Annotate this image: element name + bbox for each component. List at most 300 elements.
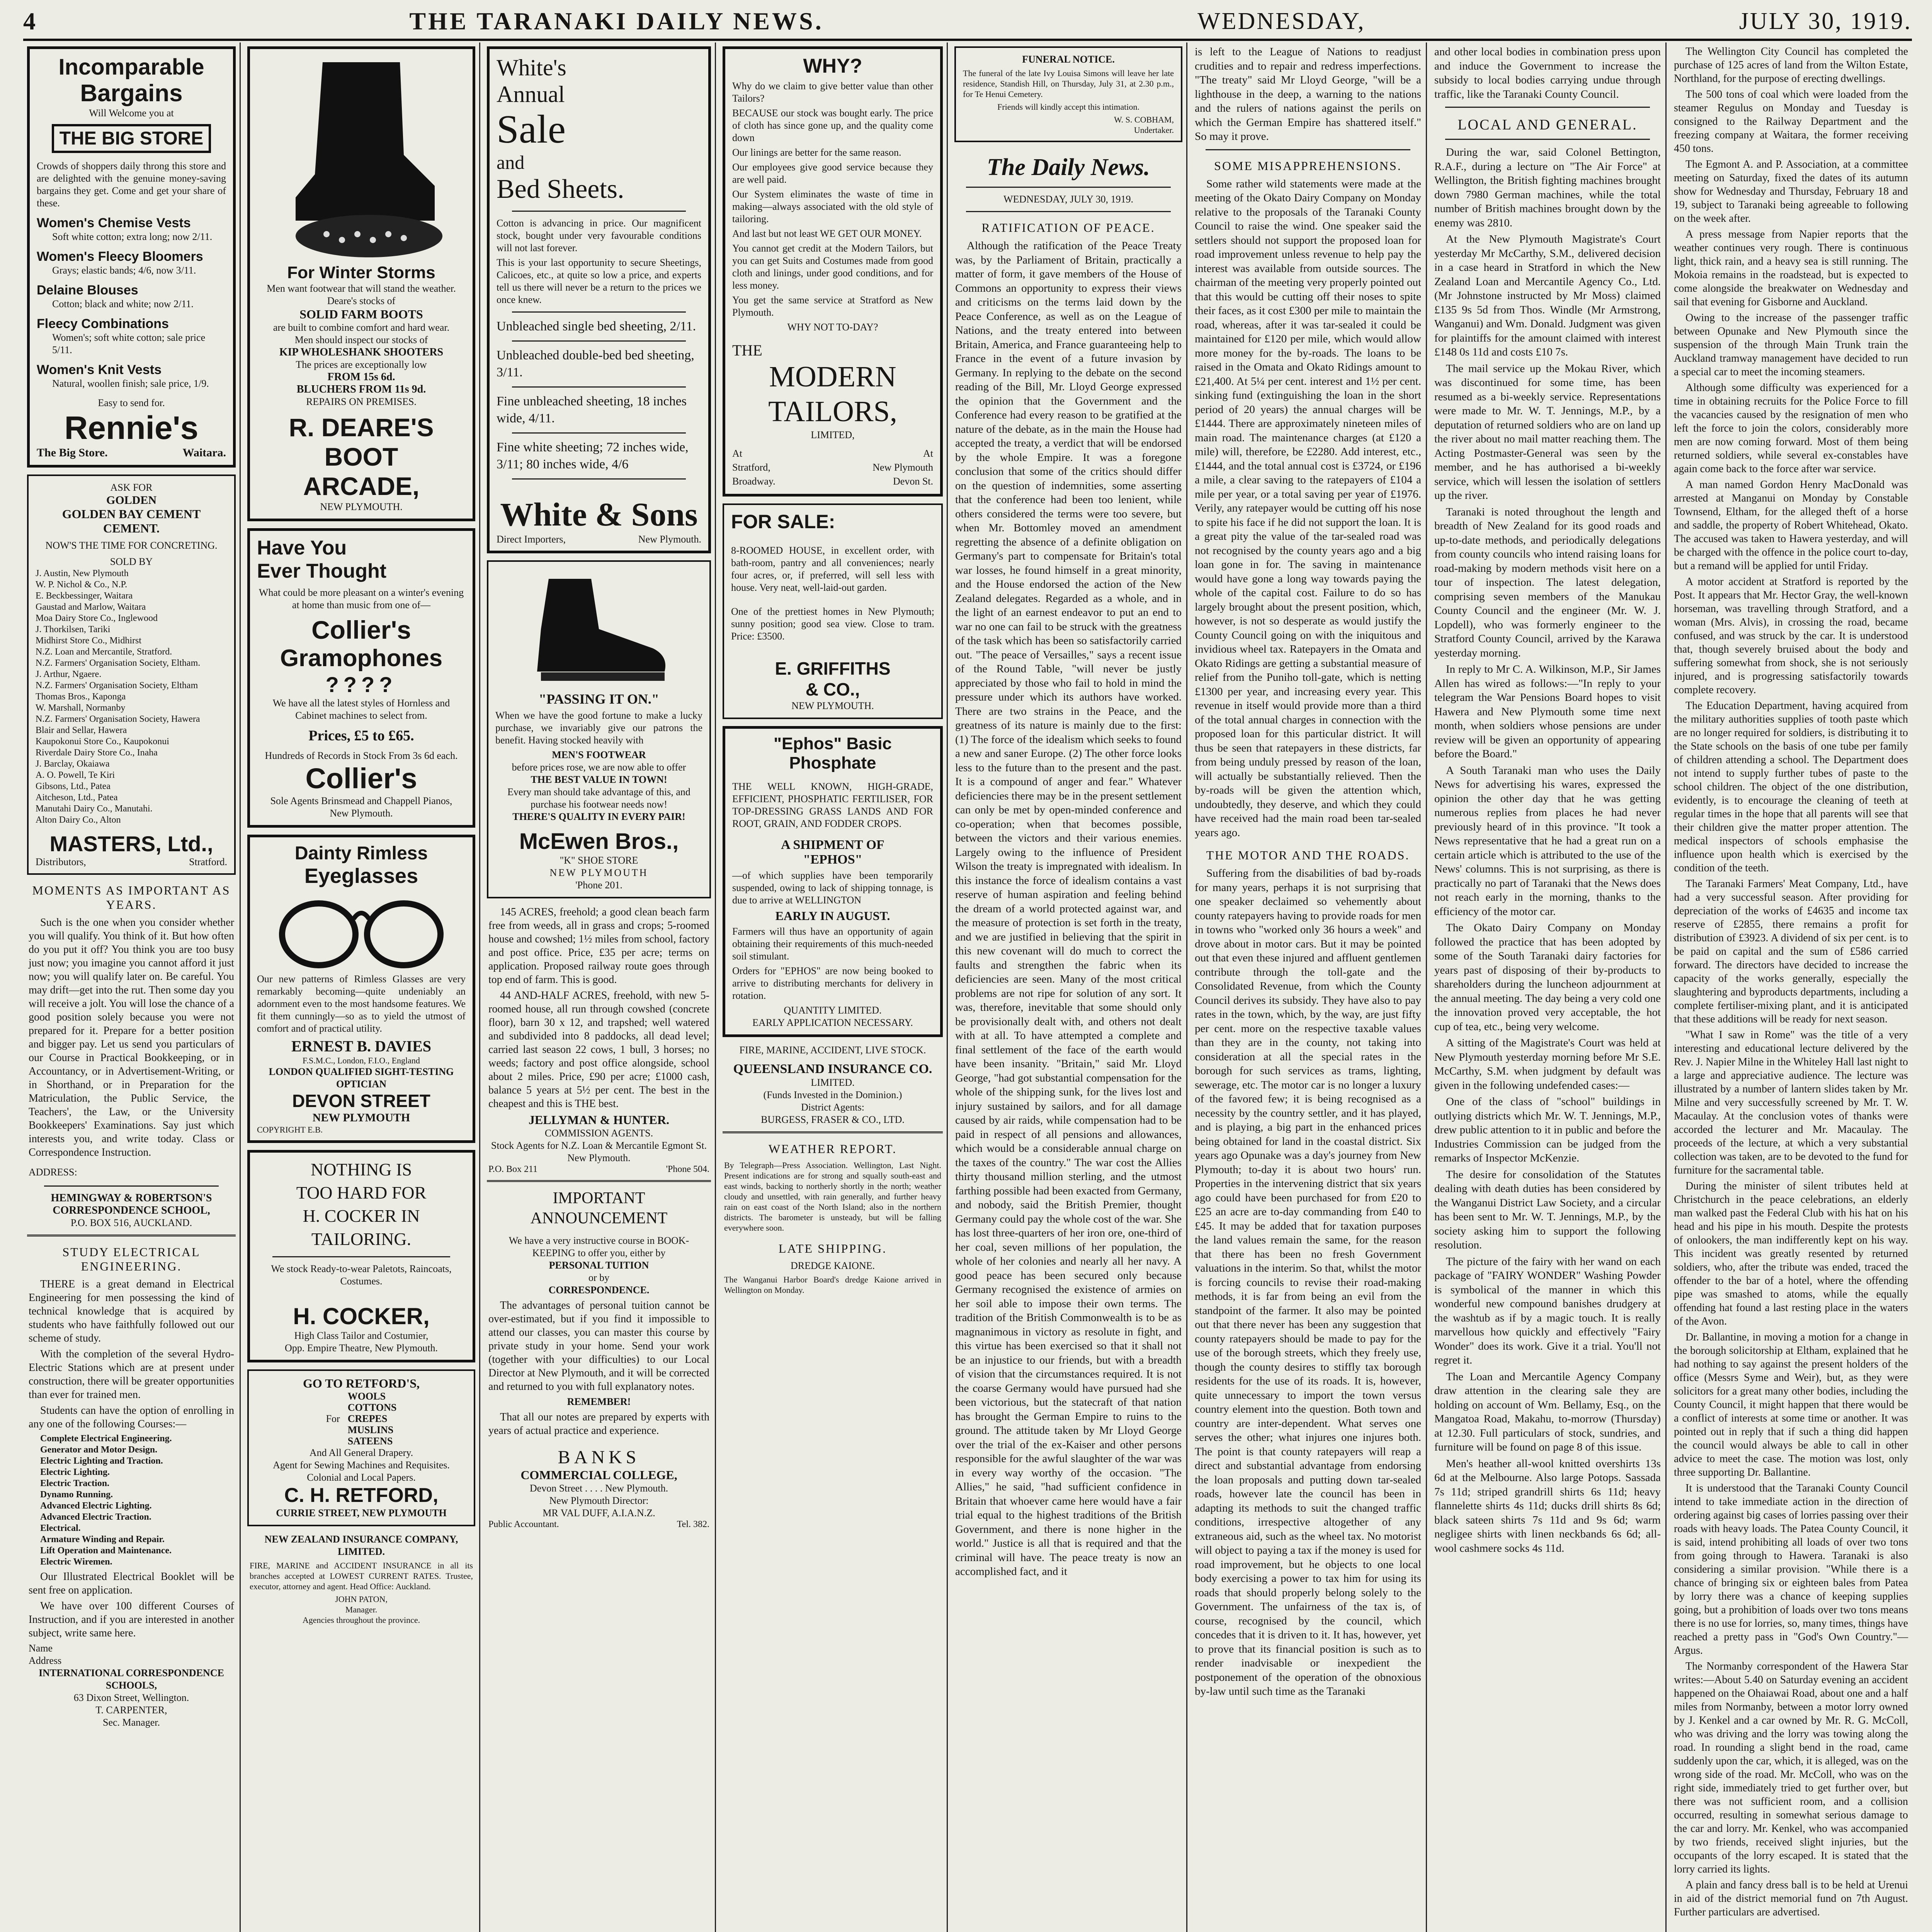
shop-town: New Plymouth.	[638, 534, 701, 545]
ad-body: Cotton is advancing in price. Our magnificent stock, bought under very favourable conditions will not last forever.	[497, 218, 701, 253]
ad-title-2: TOO HARD FOR	[296, 1183, 427, 1202]
ad-line: BLUCHERS FROM 11s 9d.	[296, 383, 426, 395]
ad-line: District Agents:	[801, 1102, 864, 1113]
optician-town: NEW PLYMOUTH	[312, 1111, 410, 1124]
ad-body: That all our notes are prepared by experts with years of actual practice and experience.	[488, 1411, 709, 1437]
news-paragraph: The desire for consolidation of the Statutes dealing with death duties has been considered by the Wanganui District Law Society, and a circular has been sent to Mr. W. T. Jennings, M.P., by the society asking him to support the following resolution.	[1434, 1168, 1661, 1251]
ad-line: or by	[588, 1272, 610, 1283]
optician-name: ERNEST B. DAVIES	[291, 1037, 431, 1055]
agent-name: E. GRIFFITHS	[775, 658, 891, 679]
seller-item: Gibsons, Ltd., Patea	[36, 781, 111, 791]
ad-line: CORRESPONDENCE.	[548, 1284, 650, 1296]
shop-tagline: Direct Importers,	[497, 534, 566, 545]
ad-title-2: Annual	[497, 82, 565, 107]
ad-title: STUDY ELECTRICAL ENGINEERING.	[62, 1245, 201, 1273]
agent-box: P.O. Box 211	[488, 1164, 538, 1174]
mcewen-ad	[487, 560, 711, 898]
agent-town: NEW PLYMOUTH.	[791, 700, 874, 711]
column-6	[1190, 43, 1427, 1932]
news-paragraph: The picture of the fairy with her wand on each package of "FAIRY WONDER" Washing Powder is symbolical of the manner in which this wonderful new compound banishes drudgery at the washtub as if by a magic touch. It is really marvellous how quickly and effectively "Fairy Wonder" does its work. Give it a trial. You'll not regret it.	[1434, 1255, 1661, 1366]
course-item: Advanced Electric Traction.	[40, 1512, 151, 1522]
ad-title: NEW ZEALAND INSURANCE COMPANY, LIMITED.	[264, 1534, 458, 1557]
queensland-insurance-ad	[719, 1044, 947, 1126]
courses-list	[29, 1433, 234, 1568]
jellyman-ad	[483, 905, 715, 1175]
college-name: BANKS	[558, 1447, 640, 1468]
ad-line: SOLID FARM BOOTS	[299, 307, 423, 321]
ad-line: REPAIRS ON PREMISES.	[306, 396, 417, 407]
ad-line: Agent for Sewing Machines and Requisites.	[273, 1459, 450, 1471]
ad-title: WHY?	[803, 55, 862, 77]
director-name: MR VAL DUFF, A.I.A.N.Z.	[543, 1507, 655, 1519]
section-title: LATE SHIPPING.	[778, 1242, 887, 1255]
ad-body: Students can have the option of enrolling in any one of the following Courses:—	[29, 1405, 234, 1430]
loc-at: At	[732, 448, 742, 459]
undertaker-title: Undertaker.	[1134, 125, 1174, 135]
section-body: Some rather wild statements were made at the meeting of the Okato Dairy Company on Monday relative to the proposals of the Taranaki County Council to raise the wind. One speaker said the settlers should not support the proposed loan for road improvement unless revenue to help pay the interest was available from outside sources. The chairman of the meeting very properly pointed out that this would be cutting off their noses to spite their faces, as it cost £300 per mile to maintain the road, whereas, after it was tar-sealed it could be maintained for £120 per mile, which would allow more money for the by-roads. The loans to be raised in the Omata and Okato Ridings amount to £21,400. At 5¼ per cent. interest and 1½ per cent. sinking fund (extinguishing the loan in the short period of 20 years) the annual charges will be £1444. There are approximately nineteen miles of main road. The maintenance charges (at £120 a mile) will, therefore, be £2280. Add interest, etc., £1444, and the total annual cost is £3724, or £196 a mile, a clear saving to the ratepayers of £104 a mile per year, or a total saving per year of £1976. Verily, any ratepayer would be cutting off his nose to spite his face if he did not support the loan. It is a great pity the value of the tar-sealed road was not recognised by the county years ago and a big loan gone in for. The saving in maintenance would have gone a long way towards paying the whole of the capital cost. Failure to do so has largely brought about the present position, which, however, is not so desperate as would justify the County Council going on with the iniquitous and invidious wheel tax. Ratepayers in the Omata and Okato Ridings are getting a substantial measure of relief from the Puniho toll-gate, which is netting £1300 per year, and increasing every year. This revenue in itself would provide more than a third of the total annual charges in connection with the proposed loan for this particular district. It will thus be seen that ratepayers in these districts, far from being unduly pressed by reason of the loan, will actually be substantially relieved. Then the by-roads will be given the attention which, undoubtedly, they deserve, and which they could have received had the main road been tar-sealed years ago.	[1195, 177, 1421, 839]
college-phone: Tel. 382.	[677, 1519, 709, 1529]
store-tagline: The Big Store.	[37, 446, 108, 459]
land-listing: 145 ACRES, freehold; a good clean beach farm free from weeds, all in grass and crops; 5-roomed house and cowshed; 1½ miles from school, factory and post office. Price, £35 per acre; terms on application. Proposed railway route goes through top end of farm. This is good.	[488, 906, 709, 986]
ad-title: "PASSING IT ON."	[539, 691, 659, 707]
ad-line: are built to combine comfort and hard wear.	[273, 322, 450, 333]
ad-line: REMEMBER!	[567, 1396, 631, 1407]
course-item: Electrical.	[40, 1523, 81, 1533]
item-desc: Grays; elastic bands; 4/6, now 3/11.	[52, 265, 196, 276]
course-item: Dynamo Running.	[40, 1490, 113, 1500]
ad-line: THE BEST VALUE IN TOWN!	[531, 774, 667, 785]
seller-item: Blair and Sellar, Hawera	[36, 725, 127, 735]
section-body: By Telegraph—Press Association. Wellington, Last Night. Present indications are for strong and squally south-east and east winds, backing to northerly shortly in the north; weather cloudy and unsettled, with rain generally, and further heavy rain on east coast of the North Island; also in the northern districts. The barometer is unsteady, but will be falling everywhere soon.	[724, 1160, 941, 1233]
goods-item: CREPES	[347, 1413, 388, 1424]
loc-town: Stratford,	[732, 462, 770, 473]
section-title: WEATHER REPORT.	[768, 1142, 897, 1156]
news-paragraph: The Normanby correspondent of the Hawera Star writes:—About 5.40 on Saturday evening an accident happened on the Ohaiawai Road, about one and a half miles from Normanby, between a motor lorry owned by J. Kenkel and a car owned by Mr. R. G. McColl, who was driving and the lorry was towing along the road. In rounding a slight bend in the road, came suddenly upon the car, which, it is alleged, was on the wrong side of the road. Mr. McColl, who was on the right side, immediately tried to get further over, but there was not sufficient room, and a collision occurred, resulting in somewhat serious damage to the car and lorry. Mr. Kenkel, who was accompanied by two friends, received slight injuries, but the occupants of the lorry escaped. It is stated that the lorry carried its lights.	[1674, 1660, 1908, 1875]
news-paragraph: A sitting of the Magistrate's Court was held at New Plymouth yesterday morning before Mr S.E. McCarthy, S.M. when judgment by default was given in the following undefended cases:—	[1434, 1037, 1661, 1092]
listing: One of the prettiest homes in New Plymouth; sunny position; good sea view. Close to tram. Price: £3500.	[731, 606, 934, 642]
sale-item: Fine white sheeting; 72 inches wide, 3/11; 80 inches wide, 4/6	[497, 440, 689, 471]
big-store-ad	[27, 46, 236, 468]
seller-item: A. O. Powell, Te Kiri	[36, 770, 115, 780]
shop-name: R. DEARE'S	[289, 413, 434, 442]
seller-item: N.Z. Farmers' Organisation Society, Eltham	[36, 680, 198, 690]
ephos-ad	[723, 726, 943, 1037]
manager-title: Sec. Manager.	[102, 1717, 160, 1728]
ad-line: (Funds Invested in the Dominion.)	[763, 1089, 902, 1100]
item-name: Women's Chemise Vests	[37, 216, 191, 230]
ad-title: FOR SALE:	[731, 511, 835, 532]
shop-name-2: BOOT	[324, 442, 398, 471]
column-3	[483, 43, 716, 1932]
ad-body: You cannot get credit at the Modern Tailors, but you can get Suits and Costumes made from good cloth and linings, under good conditions, and for less money.	[732, 243, 933, 291]
ad-body: Every man should take advantage of this, and purchase his footwear needs now!	[507, 786, 690, 810]
seller-item: Aitcheson, Ltd., Patea	[36, 793, 118, 803]
shop-name-2: TAILORS,	[768, 395, 897, 428]
agent-address: Stock Agents for N.Z. Loan & Mercantile Egmont St. New Plymouth.	[491, 1140, 707, 1163]
shop-street: CURRIE STREET, NEW PLYMOUTH	[276, 1507, 447, 1519]
ad-word: THE	[732, 342, 762, 359]
ad-body: THE WELL KNOWN, HIGH-GRADE, EFFICIENT, PHOSPHATIC FERTILISER, FOR TOP-DRESSING GRASS LANDS AND FOR ROOT, GRAIN, AND FODDER CROPS.	[732, 781, 933, 829]
optician-desc: LONDON QUALIFIED SIGHT-TESTING OPTICIAN	[269, 1066, 454, 1090]
sold-by-label: SOLD BY	[110, 556, 153, 567]
manager-name: T. CARPENTER,	[95, 1704, 167, 1716]
news-items-list	[1669, 45, 1913, 1919]
eyeglasses-ad	[247, 835, 475, 1143]
column-4	[719, 43, 948, 1932]
ad-line: The prices are exceptionally low	[296, 359, 427, 370]
item-name: Women's Fleecy Bloomers	[37, 249, 203, 264]
tailor-address: Opp. Empire Theatre, New Plymouth.	[285, 1342, 438, 1354]
shop-town: NEW PLYMOUTH.	[320, 501, 403, 512]
seller-item: E. Beckbessinger, Waitara	[36, 591, 133, 601]
ad-title-2: Eyeglasses	[304, 864, 418, 888]
sale-item: Fine unbleached sheeting, 18 inches wide, 4/11.	[497, 394, 687, 425]
news-paragraph: The 500 tons of coal which were loaded from the steamer Regulus on Monday and Tuesday is consigned to the Railway Department and the freezing company at Waitara, the former receiving 450 tons.	[1674, 88, 1908, 155]
seller-item: W. P. Nichol & Co., N.P.	[36, 580, 128, 590]
ad-line: MEN'S FOOTWEAR	[552, 749, 646, 760]
course-item: Advanced Electric Lighting.	[40, 1501, 152, 1511]
ad-line: Colonial and Local Papers.	[307, 1472, 416, 1483]
address-label: ADDRESS:	[29, 1167, 77, 1178]
column-1	[23, 43, 241, 1932]
seller-item: N.Z. Farmers' Organisation Society, Hawera	[36, 714, 200, 724]
ad-body: Our Illustrated Electrical Booklet will be sent free on application.	[29, 1571, 234, 1596]
seller-item: J. Barclay, Okaiawa	[36, 759, 110, 769]
notice-body: Friends will kindly accept this intimation.	[997, 102, 1139, 112]
issue-date: JULY 30, 1919.	[1739, 8, 1912, 34]
brand-name: Collier's	[311, 616, 411, 644]
news-paragraph: Dr. Ballantine, in moving a motion for a change in the borough solicitorship at Eltham, explained that he had nothing to say against the present holders of the office (Messrs Syme and Weir), but, as they were solicitors for a great many other bodies, including the County Council, it might happen that there would be a conflict of interests at some time or another. It was pointed out in reply that if such a thing did happen the council would always be able to call in other advice to meet the case. The motion was lost, only three supporting Dr. Ballantine.	[1674, 1331, 1908, 1478]
ad-title-3: Sale	[497, 107, 566, 151]
ad-intro: Crowds of shoppers daily throng this store and are delighted with the genuine money-saving bargains they get. Come and get your share of these.	[37, 160, 226, 209]
product-name: Gramophones	[280, 645, 443, 672]
news-paragraph: During the war, said Colonel Bettington, R.A.F., during a lecture on "The Air Force" at Wellington, the British fighting machines brought down 7980 German machines, while the total number of British machines brought down by the enemy was 2810.	[1434, 146, 1661, 229]
item-name: Women's Knit Vests	[37, 362, 162, 377]
item-desc: Soft white cotton; extra long; now 2/11.	[52, 231, 213, 242]
seller-item: J. Arthur, Ngaere.	[36, 669, 102, 679]
product-name-2: CEMENT.	[103, 521, 160, 535]
ad-body: The advantages of personal tuition cannot be over-estimated, but if you find it impossible to attend our classes, you can master this course by private study in your home. Send your work (together with your difficulties) to our Local Director at New Plymouth, and it will be corrected and returned to you with full explanatory notes.	[488, 1299, 709, 1393]
news-paragraph: A press message from Napier reports that the weather continues very rough. There is continuous light, thick rain, and a heavy sea is still running. The Mokoia remains in the roadstead, but is expected to come alongside the breakwater on Wednesday and sail that evening for Gisborne and Auckland.	[1674, 228, 1908, 308]
ad-line: Deare's stocks of	[327, 295, 396, 306]
editorial-masthead: The Daily News.	[987, 154, 1150, 180]
news-paragraph: During the minister of silent tributes held at Christchurch in the peace celebrations, an elderly man walked past the Federal Club with his hat on his head and his pipe in his mouth. Despite the protests of onlookers, the man indifferently kept on his way. This incident was greatly resented by returned soldiers, who, after the tribute was ended, traced the offender to the bar of a hotel, where the offending pipe was smashed to atoms, while the equally offending hat found a last resting place in the waters of the Avon.	[1674, 1180, 1908, 1327]
ad-title: NOTHING IS	[311, 1160, 412, 1179]
shop-desc: "K" SHOE STORE	[560, 855, 638, 866]
agent-phone: 'Phone 504.	[666, 1164, 709, 1174]
weather-report	[719, 1142, 947, 1295]
school-address: P.O. BOX 516, AUCKLAND.	[70, 1217, 192, 1228]
shop-name: C. H. RETFORD,	[284, 1484, 439, 1507]
ad-body: BECAUSE our stock was bought early. The price of cloth has since gone up, and the quality come down	[732, 107, 933, 143]
ad-body: THERE is a great demand in Electrical Engineering for men possessing the kind of technical knowledge that is acquired by students who have faithfully followed out our scheme of study.	[29, 1278, 234, 1344]
loc-street: Broadway.	[732, 476, 776, 487]
ad-title: IMPORTANT ANNOUNCEMENT	[530, 1189, 668, 1227]
ship-name: DREDGE KAIONE.	[790, 1260, 875, 1271]
ad-line: KIP WHOLESHANK SHOOTERS	[279, 346, 444, 358]
goods-item: MUSLINS	[347, 1424, 394, 1435]
golden-bay-cement-ad	[27, 474, 236, 875]
course-item: Electric Wiremen.	[40, 1557, 112, 1567]
news-paragraph: The Okato Dairy Company on Monday followed the practice that has been adopted by some of the South Taranaki dairy factories for years past of disposing of their by-products to shareholders during the luncheon adjournment at the annual meeting. The day being a very cold one the innovation proved very acceptable, the hot cup of tea, etc., being very welcome.	[1434, 922, 1661, 1033]
news-paragraph: A man named Gordon Henry MacDonald was arrested at Manganui on Monday by Constable Townsend, Eltham, for the alleged theft of a horse and saddle, the property of Robert Whitehead, Okato. The accused was taken to Hawera yesterday, and will be charged with the offence in the police court to-day, but a remand will be applied for until Friday.	[1674, 479, 1908, 572]
notice-title: FUNERAL NOTICE.	[1022, 54, 1115, 65]
item-desc: Women's; soft white cotton; sale price 5/11.	[52, 332, 206, 355]
news-paragraph: In reply to Mr C. A. Wilkinson, M.P., Sir James Allen has wired as follows:—"In reply to your telegram the War Pensions Board hopes to visit Hawera and New Plymouth some time next month, when soldiers whose pensions are under review will be given an opportunity of appearing before the Board."	[1434, 663, 1661, 760]
ad-subtitle: Will Welcome you at	[89, 107, 174, 119]
loc-at: At	[923, 448, 933, 459]
weekday: WEDNESDAY,	[1197, 8, 1366, 34]
ad-title: Dainty Rimless	[294, 843, 428, 864]
section-body: Suffering from the disabilities of bad by-roads for many years, perhaps it is not surprising that one speaker declaimed so vehemently about county ratepayers having to provide roads for men in towns who "worked only 36 hours a week" and drove about in motor cars. But it may be pointed out that even these injured and affluent gentlemen contribute through the toll-gate and the Consolidated Revenue, from which the County Council derives its subsidy. They have also to pay rates in the town, which, by the way, are just fifty per cent. more on the respective taxable values than they are in the county, not taking into consideration at all the special rates in the borough for such services as trams, lighting, sewerage, etc. The motor car is no longer a luxury of the favored few; it is being recognised as a necessity by the country settler, and it has played, and is playing, a big part in the enhanced prices being obtained for land in the coastal district. Six years ago Opunake was a day's journey from New Plymouth; to-day it is about two hours' run. Properties in the intervening district that six years ago could have been purchased for from £20 to £25 an acre are to-day commanding from £40 to £45. It may be added that for taxation purposes the land values remain the same, for the reason that there has been no fresh Government valuations in the interim. So that, whilst the motor is forcing councils to revise their road-making methods, it is far from being an evil from the standpoint of the farmer. It also may be pointed out that there never has been any suggestion that county ratepayers should be made to pay for the use of the borough streets, which they freely use, though the county desires to stiffly tax borough residents for the use of its roads. It is, however, quite unnecessary to import the town versus country element into the question. Both town and country are inter-dependent. What serves one serves the other; what injures one injures both. The point is that county ratepayers will reap a direct and substantial advantage from endorsing the loan proposals and putting down tar-sealed roads, however late the council has been in adapting its methods to suit the changed traffic conditions, irrespective altogether of any extraneous aid, such as the wheel tax. No motorist will object to paying a tax if the money is used for road improvement, but he objects to one local body exercising a power to tax him for using its roads that should properly belong solely to the Government. The unfairness of the tax is, of course, recognised by the council, which concedes that it is driven to it. It has, however, yet to prove that its financial position is such as to render inadvisable or inexpedient the postponement of the operation of the obnoxious by-law until such time as the Taranaki	[1195, 867, 1421, 1697]
nz-insurance-ad	[243, 1533, 479, 1625]
ad-title-2: Ever Thought	[257, 560, 387, 582]
shoe-icon	[526, 571, 672, 687]
seller-item: N.Z. Loan and Mercantile, Stratford.	[36, 647, 172, 657]
retford-ad	[247, 1369, 475, 1526]
item-name: Delaine Blouses	[37, 283, 138, 298]
college-name-2: COMMERCIAL COLLEGE,	[520, 1468, 677, 1482]
ad-note: Easy to send for.	[98, 397, 165, 408]
school-address: 63 Dixon Street, Wellington.	[73, 1692, 189, 1703]
news-paragraph: Owing to the increase of the passenger traffic between Opunake and New Plymouth since the suspension of the through Main Trunk train the Auckland tramway management have decided to run a special car to meet the incoming steamers.	[1674, 312, 1908, 378]
ad-title: GO TO RETFORD'S,	[303, 1376, 420, 1390]
news-paragraph: The Egmont A. and P. Association, at a committee meeting on Saturday, fixed the dates of its autumn show for Wednesday and Thursday, February 18 and 19, subject to Taranaki being agreeable to following on the week after.	[1674, 158, 1908, 224]
listing: 8-ROOMED HOUSE, in excellent order, with bath-room, pantry and all conveniences; nearly four acres, or, if preferred, will sell less with house. Very neat, well-laid-out garden.	[731, 545, 934, 593]
eyeglasses-icon	[276, 892, 446, 969]
for-sale-ad	[723, 503, 943, 719]
local-general-list	[1430, 145, 1665, 1555]
college-address: Devon Street . . . . New Plymouth.	[529, 1483, 668, 1494]
sale-item: Unbleached single bed sheeting, 2/11.	[497, 319, 696, 333]
news-paragraph: It is understood that the Taranaki County Council intend to take immediate action in the direction of ordering against big cases of lorries passing over their roads with heavy loads. The Patea County Council, it is said, intend prohibiting all loads of over two tons from going through to Hawera. Taranaki is also considering a similar provision. "While there is a chance of bringing six or eighteen bales from Patea by lorry there was a chance of keeping supplies going, but a prohibition of loads over two tons means there is no use for lorries, so, many times, things have reached a pretty pass in "God's Own Country."—Argus.	[1674, 1482, 1908, 1656]
ad-line: Men should inspect our stocks of	[294, 334, 428, 345]
moments-ad	[23, 883, 240, 1229]
boot-icon	[280, 58, 442, 259]
ad-line: FROM 15s 6d.	[327, 371, 395, 383]
insurer-name: QUEENSLAND INSURANCE CO.	[733, 1062, 932, 1076]
seller-item: Alton Dairy Co., Alton	[36, 815, 121, 825]
loc-street: Devon St.	[893, 476, 933, 487]
ad-title-4: and	[497, 151, 525, 173]
news-paragraph: Although some difficulty was experienced for a time in obtaining recruits for the Police Force to fill the vacancies caused by the resignation of men who left the force to join the colors, considerably more men are now coming forward. Most of them being returned soldiers, while several ex-constables have again come back to the force after war service.	[1674, 382, 1908, 475]
agent-name: JELLYMAN & HUNTER.	[528, 1113, 670, 1127]
news-paragraph: The Taranaki Farmers' Meat Company, Ltd., have had a very successful season. After providing for depreciation of the works of £4635 and income tax reserve of £2855, there remains a profit for distribution of £3923. A dividend of six per cent. is to be paid on capital and the sum of £586 carried forward. The directors have decided to increase the capacity of the works generally, especially the slaughtering and byproducts departments, including a complete fertiliser-mixing plant, and it is anticipated that these additions will be ready for next season.	[1674, 878, 1908, 1025]
shop-name: White & Sons	[500, 496, 698, 533]
seller-item: Midhirst Store Co., Midhirst	[36, 636, 142, 646]
ad-title: Incomparable	[58, 54, 204, 80]
editorial-continued: is left to the League of Nations to readjust crudities and to repair and redress imperfections. "The treaty" said Mr Lloyd George, "will be a lighthouse in the deep, a warning to the nations and the rulers of nations against the perils on which the German Empire has shattered itself." So may it prove.	[1195, 46, 1421, 143]
undertaker-name: W. S. COBHAM,	[1114, 115, 1174, 124]
course-item: Electric Traction.	[40, 1478, 110, 1488]
price-range: Prices, £5 to £65.	[308, 728, 414, 744]
ad-town: New Plymouth.	[330, 808, 393, 819]
loc-town: New Plymouth	[872, 462, 933, 473]
seller-item: J. Thorkilsen, Tariki	[36, 624, 111, 634]
news-paragraph: One of the class of "school" buildings in outlying districts which Mr. W. T. Jennings, M.P., drew public attention to it in public and before the Industries Commission can be judged from the remarks of Inspector McKenzie.	[1434, 1095, 1661, 1164]
column-5	[951, 43, 1187, 1932]
column-8	[1669, 43, 1913, 1932]
agent-name: JOHN PATON,	[335, 1594, 388, 1604]
ad-word: GOLDEN	[106, 494, 157, 507]
ad-body: Our employees give good service because they are well paid.	[732, 162, 933, 185]
insurer-limited: LIMITED.	[811, 1077, 855, 1088]
shop-name: MODERN	[769, 361, 896, 393]
copyright: COPYRIGHT E.B.	[257, 1125, 323, 1134]
ad-line: WHY NOT TO-DAY?	[787, 321, 878, 333]
ad-pre: FIRE, MARINE, ACCIDENT, LIVE STOCK.	[739, 1044, 926, 1056]
ad-body: We stock Ready-to-wear Paletots, Raincoats, Costumes.	[271, 1263, 452, 1287]
course-item: Lift Operation and Maintenance.	[40, 1546, 172, 1556]
agent-desc: COMMISSION AGENTS.	[544, 1128, 653, 1139]
question-marks: ????	[325, 672, 397, 697]
goods-list	[348, 1391, 397, 1447]
shop-name: McEwen Bros.,	[519, 829, 679, 854]
ad-body: What could be more pleasant on a winter's evening at home than music from one of—	[259, 587, 464, 611]
optician-quals: F.S.M.C., London, F.I.O., England	[303, 1056, 420, 1065]
section-title: THE MOTOR AND THE ROADS.	[1206, 848, 1410, 862]
ad-line: And All General Drapery.	[309, 1447, 413, 1458]
page-header	[23, 4, 1912, 41]
ad-body: With the completion of the several Hydro-Electric Stations which are at present under construction, there will be greater opportunities than ever for trained men.	[29, 1348, 234, 1401]
college-address-2: New Plymouth Director:	[549, 1495, 649, 1506]
product-name: GOLDEN BAY CEMENT	[62, 507, 201, 521]
news-paragraph: A South Taranaki man who uses the Daily News for advertising his wares, expressed the opinion the other day that he was getting numerous replies from places he had never previously heard of in this province. "It took a News representative that he had a great run on a certain article which is attributed to the use of the News' columns. This is not surprising, as there is practically no part of Taranaki that the News does not reach early in the morning, thanks to the efficiency of the motor car.	[1434, 764, 1661, 918]
address-field-label: Address	[29, 1655, 62, 1666]
shop-town: NEW PLYMOUTH	[549, 867, 648, 878]
notice-body: The funeral of the late Ivy Louisa Simons will leave her late residence, Standish Hill, on Thursday, July 31, at 2.30 p.m., for Te Henui Cemetery.	[963, 68, 1174, 99]
ad-line: "EPHOS"	[803, 852, 862, 867]
ad-pre: ASK FOR	[110, 482, 153, 493]
ad-body: Why do we claim to give better value than other Tailors?	[732, 80, 933, 104]
modern-tailors-ad	[723, 46, 943, 497]
goods-item: COTTONS	[347, 1402, 397, 1413]
agent-title: Manager.	[345, 1605, 378, 1614]
seller-item: Gaustad and Marlow, Waitara	[36, 602, 146, 612]
course-item: Armature Winding and Repair.	[40, 1534, 165, 1544]
ad-body: When we have the good fortune to make a lucky purchase, we invariably give our patrons the benefit. Having stocked heavily with	[495, 710, 702, 746]
ad-line: A SHIPMENT OF	[781, 838, 884, 852]
section-title: SOME MISAPPREHENSIONS.	[1214, 158, 1402, 173]
ad-body: We have over 100 different Courses of Instruction, and if you are interested in another subject, write same here.	[29, 1600, 234, 1639]
seller-item: J. Austin, New Plymouth	[36, 568, 129, 578]
seller-item: Riverdale Dairy Store Co., Inaha	[36, 748, 158, 758]
item-name: Fleecy Combinations	[37, 316, 169, 331]
colliers-ad	[247, 528, 475, 828]
ad-body: We have all the latest styles of Hornless and Cabinet machines to select from.	[272, 697, 450, 721]
store-town: Waitara.	[182, 446, 226, 459]
seller-item: Manutahi Dairy Co., Manutahi.	[36, 804, 153, 814]
brand-name: Collier's	[305, 762, 417, 794]
ad-line: Men want footwear that will stand the weather.	[267, 283, 456, 294]
item-desc: Cotton; black and white; now 2/11.	[52, 298, 194, 310]
ad-agents: Sole Agents Brinsmead and Chappell Pianos,	[270, 795, 452, 806]
ad-title: For Winter Storms	[287, 263, 435, 282]
news-paragraph: The Education Department, having acquired from the military authorities supplies of tooth paste which are no longer required for soldiers, is distributing it to the State schools on the basis of one tube per family of children attending a school. The Department does not intend to supply further tubes of paste to the school children. The object of the one distribution, evidently, is to encourage the cleaning of teeth at regular times in the hope that all parents will see that their children give the matter proper attention. The medical inspectors of schools emphasise the influence upon health which is exercised by the condition of the teeth.	[1674, 700, 1908, 874]
news-paragraph: At the New Plymouth Magistrate's Court yesterday Mr McCarthy, S.M., delivered decision in a case heard in Stratford in which the New Zealand Loan and Mercantile Agency Co., Ltd. (Mr Johnstone instructed by Mr Moss) claimed £135 9s 5d from Thos. Windle (Mr Armstrong, Wanganui) and Wm. Donald. Judgment was given for plaintiffs for the amount claimed with interest £148 0s 11d and costs £10 7s.	[1434, 233, 1661, 358]
course-item: Electric Lighting.	[40, 1467, 110, 1477]
electrical-ad	[23, 1245, 240, 1729]
ad-title-5: Bed Sheets.	[497, 174, 624, 204]
seller-item: N.Z. Farmers' Organisation Society, Eltham.	[36, 658, 201, 668]
ad-body: before prices rose, we are now able to offer	[512, 762, 686, 773]
ad-title-3: H. COCKER IN	[303, 1206, 420, 1226]
store-name: Rennie's	[64, 410, 199, 446]
ad-body: Farmers will thus have an opportunity of again obtaining their requirements of this much-needed soil stimulant.	[732, 926, 933, 962]
funeral-notice	[954, 46, 1182, 142]
tailor-desc: High Class Tailor and Costumier,	[294, 1330, 429, 1341]
shop-limited: LIMITED,	[811, 429, 855, 440]
school-name: HEMINGWAY & ROBERTSON'S	[51, 1192, 212, 1204]
ad-for: For	[326, 1413, 340, 1424]
ad-title-2: Bargains	[80, 80, 183, 107]
optician-street: DEVON STREET	[292, 1091, 430, 1111]
ad-slogan: NOW'S THE TIME FOR CONCRETING.	[45, 540, 218, 551]
agent-name: BURGESS, FRASER & CO., LTD.	[761, 1114, 905, 1125]
column-2	[243, 43, 480, 1932]
ad-body: Our new patterns of Rimless Glasses are very remarkably becoming—quite undeniably an adornment even to the most handsome features. We fit them cunningly—so as to yield the utmost of comfort and of practical utility.	[257, 973, 466, 1034]
ad-note: Agencies throughout the province.	[302, 1615, 420, 1625]
item-desc: Natural, woollen finish; sale price, 1/9.	[52, 378, 209, 389]
shop-phone: 'Phone 201.	[575, 879, 622, 891]
ad-body: Our linings are better for the same reason.	[732, 147, 901, 158]
ad-title: Have You	[257, 537, 347, 559]
deare-boot-ad	[247, 46, 475, 521]
ad-line: EARLY IN AUGUST.	[775, 909, 890, 923]
ad-title: MOMENTS AS IMPORTANT AS YEARS.	[32, 883, 231, 912]
name-field-label: Name	[29, 1643, 53, 1654]
seller-item: Thomas Bros., Kaponga	[36, 692, 126, 702]
banks-college-ad	[483, 1188, 715, 1530]
ad-body: We have a very instructive course in BOOK-KEEPING to offer you, either by	[509, 1235, 689, 1259]
ad-line: EARLY APPLICATION NECESSARY.	[752, 1017, 913, 1028]
section-title: LOCAL AND GENERAL.	[1458, 117, 1638, 133]
ad-body: Our System eliminates the waste of time in making—always associated with the old style of tailoring.	[732, 189, 933, 224]
news-paragraph: The Wellington City Council has completed the purchase of 125 acres of land from the Wilton Estate, Northland, for the purpose of erecting dwellings.	[1674, 46, 1908, 85]
ad-body: FIRE, MARINE and ACCIDENT INSURANCE in all its branches accepted at LOWEST CURRENT RATES. Trustee, executor, attorney and agent. Head Office: Auckland.	[250, 1561, 473, 1591]
course-item: Electric Lighting and Traction.	[40, 1456, 163, 1466]
news-paragraph: The Loan and Mercantile Agency Company draw attention in the clearing sale they are holding on account of Wm. Bellamy, Esq., on the Mangatoa Road, Makahu, to-morrow (Thursday) at 12.30. Full particulars of stock, sundries, and furniture will be found on page 8 of this issue.	[1434, 1370, 1661, 1453]
ad-body: Such is the one when you consider whether you will qualify. You think of it. But how often do you put it off? You think you are too busy just now; you imagine you cannot afford it just now; you will qualify later on. Be careful. You may drift—get into the rut. Then some day you will receive a jolt. You will lose the chance of a good position solely because you were not prepared for it. Prepare for a better position and bigger pay. Let us send you particulars of our Course in Practical Bookkeeping, or in Accountancy, or in Advertisement-Writing, or in Shorthand, or in Preparation for the Matriculation, the Public Service, the Teachers', the Law, or the University Bookkeepers' Examinations. Say just which interests you, and write today. Class or Correspondence Instruction.	[29, 917, 234, 1158]
section-body: The Wanganui Harbor Board's dredge Kaione arrived in Wellington on Monday.	[724, 1275, 941, 1295]
sale-item: Unbleached double-bed bed sheeting, 3/11.	[497, 348, 694, 379]
course-item: Complete Electrical Engineering.	[40, 1434, 172, 1444]
ad-body: Orders for "EPHOS" are now being booked to arrive to distributing merchants for delivery in rotation.	[732, 965, 933, 1001]
tailor-name: H. COCKER,	[293, 1303, 430, 1329]
ad-line: PERSONAL TUITION	[549, 1260, 649, 1271]
ad-body: Hundreds of Records in Stock From 3s 6d each.	[265, 750, 458, 761]
editorial-body: Although the ratification of the Peace Treaty was, by the Parliament of Britain, practically a matter of form, it gave members of the House of Commons an opportunity to express their views and criticisms on the terms laid down by the Peace Conference, as well as on the League of Nations, and the treaty entered into between Britain, America, and France guaranteeing help to France in the event of a future invasion by Germany. In replying to the debate on the second reading of the Bill, Mr. Lloyd George expressed the opinion that the Government and the Conference had every reason to be gratified at the nature of the debate, as in the main the House had accepted the treaty, a verdict that will be endorsed by the whole Empire. It was a foregone conclusion that some of the critics should differ on the question of indemnities, some asserting that the conference had been too lenient, while others considered the terms were too severe, but when Mr. Bottomley moved an amendment regretting the absence of a definite obligation on Germany's part to compensate for Britain's total war losses, he found himself in a great minority, and the House endorsed the action of the New Zealand delegates. Regarded as a whole, and in the light of an earnest endeavor to put an end to war no one can fail to be struck with the greatness of the task which has been so satisfactorily carried out. "The peace of Versailles," says a recent issue of the Round Table, "will never be justly appreciated by those who fail to hold in mind the pressure under which its authors have worked. There are two strains in the Peace, and the greatness of its nature is mainly due to the first: (1) The force of the idealism which seeks to found a new and saner Europe. (2) The other force looks less to the future than to the present and the past. It is a compound of anger and fear." Whatever deficiencies there may be in the present settlement can only be met by open-minded conference and co-operation; when that becomes possible, between the victors and their various enemies. Largely owing to the influence of President Wilson the treaty is impregnated with idealism. In this instance the force of idealism contains a vast reserve of human aspiration and feeling behind the dream of a world protected against war, and the measure of protection is set forth in the treaty, and we are justified in believing that the spirit in this new covenant will do much to correct the faults and strengthen the fabric when its deficiencies are seen. Many of the most critical problems are not ripe for solution of any sort. It was, therefore, inevitable that some should only be provisionally dealt with, and others not dealt with at all. To have attempted a complete and final settlement of the face of the earth would have been insanity. "Britain," said Mr. Lloyd George, "had got substantial compensation for the whole of the shipping sunk, for the lives lost and injury sustained by sailors, and for all damage caused by air raids, while compensation had to be paid in respect of all pensions and allowances, which would be a considerable annual charge on the taxes of the country." The war cost the Allies thirty thousand million sterling, and the utmost farthing possible had been exacted from Germany, and nobody, said the British Premier, thought Germany could pay the whole cost of the war. She has lost three-quarters of her iron ore, one-third of her coal, seven millions of her population, the whole of her colonies and nearly all her navy. A good peace has been secured only because Germany recognised the existence of armies on her soil able to impose their own terms. The tradition of the British Commonwealth is to be as magnanimous in victory as resolute in fight, and this virtue has been exercised so that it shall not be an injustice to our friends, but with a breadth of vision that the circumstances required. It is not the coarse Germany would have pursued had she been victorious, but the statecraft of that nation has brought the German Empire to ruins to the ground. The attitude taken by Mr Lloyd George over the trial of the ex-Kaiser and other persons responsible for the awful slaughter of the war was in every way worthy of the occasion. "The Allies," he said, "had sufficient confidence in Britain that whoever came here would have a fair trial equal to the highest traditions of the British Government, and there is none higher in the world." Justice is all that is required and that the criminal will have. The peace treaty is now an accomplished fact, and it	[955, 240, 1182, 1578]
ad-title: White's	[497, 55, 566, 80]
shop-name-3: ARCADE,	[303, 472, 420, 500]
ad-line: THERE'S QUALITY IN EVERY PAIR!	[512, 811, 685, 822]
ad-body: You get the same service at Stratford as New Plymouth.	[732, 294, 933, 318]
whites-sale-ad	[487, 46, 711, 553]
seller-item: Moa Dairy Store Co., Inglewood	[36, 613, 158, 623]
news-paragraph: The mail service up the Mokau River, which was discontinued for some time, has been resumed as a bi-weekly service. Representations were made to Mr. W. T. Jennings, M.P., by a deputation of returned soldiers who are on land up the river about no mail matter reaching them. The Acting Postmaster-General was seen by the member, and he has authorised a bi-weekly service, which will lessen the isolation of settlers up the river.	[1434, 362, 1661, 502]
news-paragraph: Taranaki is noted throughout the length and breadth of New Zealand for its good roads and up-to-date methods, and periodically delegations from county councils who intend raising loans for road-making by modern methods visit here on a tour of inspection. The latest delegation, comprising seven members of the Manukau County Council and the engineer (Mr. W. J. Lopdell), who was formerly engineer to the Stratford County Council, arrived by the Karawa yesterday morning.	[1434, 505, 1661, 659]
sellers-list	[36, 568, 227, 826]
cocker-ad	[247, 1150, 475, 1362]
seller-item: W. Marshall, Normanby	[36, 703, 126, 713]
goods-item: WOOLS	[347, 1391, 386, 1402]
ad-body: This is your last opportunity to secure Sheetings, Calicoes, etc., at quite so low a price, and experts tell us there will never be a return to the prices we once knew.	[497, 257, 701, 305]
editorial-date: WEDNESDAY, JULY 30, 1919.	[1003, 194, 1133, 205]
agent-name-2: & CO.,	[805, 679, 860, 699]
page-number: 4	[23, 7, 36, 35]
news-paragraph: "What I saw in Rome" was the title of a very interesting and educational lecture delivered by the Rev. J. Napier Milne in the Whiteley Hall last night to a large and appreciative audience. The lecture was illustrated by a number of lantern slides taken by Mr. Milne and very successfully screened by Mr. T. W. Macaulay. At the conclusion votes of thanks were accorded the lecturer and Mr. Macaulay. The proceeds of the lecture, at which a very substantial collection was taken, are to be devoted to the fund for furniture for the sacramental table.	[1674, 1029, 1908, 1176]
masthead: THE TARANAKI DAILY NEWS.	[409, 7, 824, 35]
